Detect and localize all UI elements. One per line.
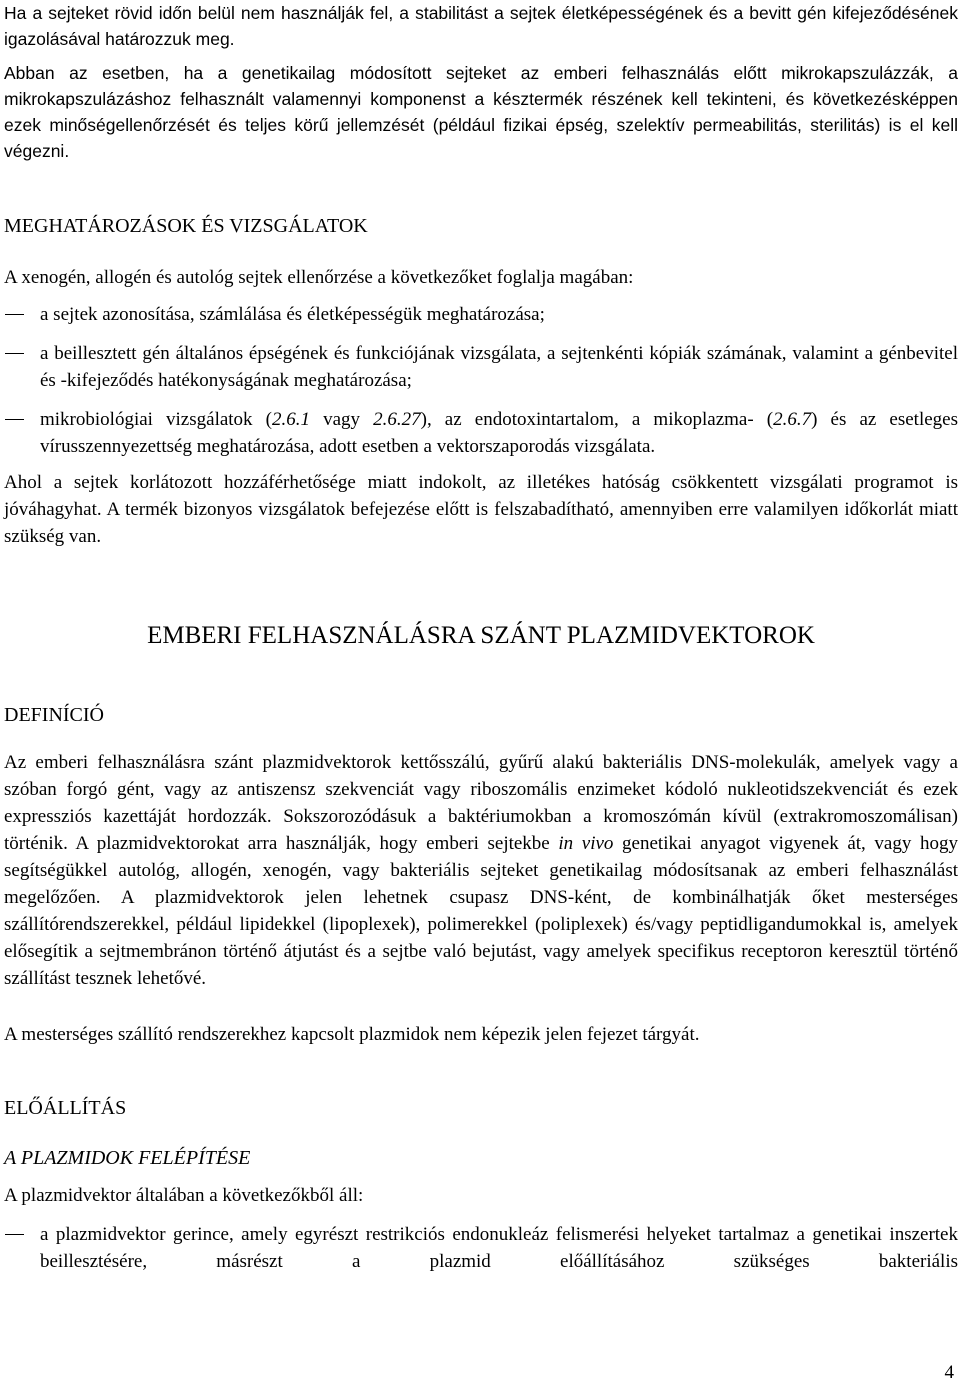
page-number: 4 — [944, 1362, 954, 1383]
intro-paragraph-2: Abban az esetben, ha a genetikailag módosított sejteket az emberi felhasználás előtt mikrokapszulázzák, a mikrokapszulázáshoz felhasznált valamennyi komponenst a késztermék részének kell tekinteni, és következésképpen ezek minőségellenőrzését és teljes körű jellemzését (például fizikai épség, szelektív permeabilitás, sterilitás) is el kell végezni. — [4, 63, 958, 161]
section1-paragraph: Ahol a sejtek korlátozott hozzáférhetősége miatt indokolt, az illetékes hatóság csökkentett vizsgálati programot is jóváhagyhat. A termék bizonyos vizsgálatok befejezése előtt is felszabadítható, amennyiben erre valamilyen időkorlát miatt szükség van. — [4, 472, 958, 547]
list-item: a beillesztett gén általános épségének és funkciójának vizsgálata, a sejtenkénti kópiák számának, valamint a génbevitel és -kifejeződés hatékonyságának meghatározása; — [40, 343, 958, 391]
definition-paragraph-1: Az emberi felhasználásra szánt plazmidvektorok kettősszálú, gyűrű alakú bakteriális DNS-molekulák, amelyek vagy a szóban forgó gént, vagy az antiszensz szekvenciát vagy riboszomális enzimeket kódoló nukleotidszekvenciát és ezek expressziós kazettáját hordozzák. Sokszorozódásuk a baktériumokban a kromoszómán kívül (extrakromoszomálisan) történik. A plazmidvektorokat arra használják, hogy emberi sejtekbe in vivo genetikai anyagot vigyenek át, vagy hogy segítségükkel autológ, allogén, xenogén, vagy bakteriális sejteket genetikailag módosítsanak az emberi felhasználást megelőzően. A plazmidvektorok jelen lehetnek csupasz DNS-ként, de kombinálhatják őket mesterséges szállítórendszerekkel, például lipidekkel (lipoplexek), polimerekkel (poliplexek) és/vagy peptidligandumokkal is, amelyek elősegítik a sejtmembránon történő átjutást és a sejtbe való bejutást, vagy amelyek specifikus receptoron keresztül történő szállítást tesznek lehetővé. — [4, 752, 958, 989]
section-heading-definition: DEFINÍCIÓ — [4, 704, 104, 726]
section1-lead: A xenogén, allogén és autológ sejtek ellenőrzése a következőket foglalja magában: — [4, 267, 634, 288]
definition-paragraph-2: A mesterséges szállító rendszerekhez kapcsolt plazmidok nem képezik jelen fejezet tárgyát. — [4, 1024, 700, 1045]
list-item: a sejtek azonosítása, számlálása és életképességük meghatározása; — [40, 304, 545, 325]
list-item: mikrobiológiai vizsgálatok (2.6.1 vagy 2.6.27), az endotoxintartalom, a mikoplazma- (2.6.7) és az esetleges vírusszennyezettség meghatározása, adott esetben a vektorszaporodás vizsgálata. — [40, 409, 958, 457]
section-heading-definitions-tests: MEGHATÁROZÁSOK ÉS VIZSGÁLATOK — [4, 215, 368, 237]
section-heading-production: ELŐÁLLÍTÁS — [4, 1097, 127, 1119]
intro-paragraph-1: Ha a sejteket rövid időn belül nem használják fel, a stabilitást a sejtek életképességének és a bevitt gén kifejeződésének igazolásával határozzuk meg. — [4, 3, 958, 49]
reference-2-6-1: 2.6.1 — [271, 409, 310, 430]
subheading-plasmid-construction: A PLAZMIDOK FELÉPÍTÉSE — [4, 1147, 251, 1169]
page-title: EMBERI FELHASZNÁLÁSRA SZÁNT PLAZMIDVEKTOROK — [147, 622, 815, 649]
in-vivo-term: in vivo — [558, 833, 614, 854]
reference-2-6-7: 2.6.7 — [773, 409, 812, 430]
list-item: a plazmidvektor gerince, amely egyrészt restrikciós endonukleáz felismerési helyeket tartalmaz a genetikai inszertek beillesztésére, másrészt a plazmid előállításához szükséges bakteriális — [40, 1224, 958, 1272]
reference-2-6-27: 2.6.27 — [373, 409, 421, 430]
production-lead: A plazmidvektor általában a következőkből áll: — [4, 1185, 364, 1206]
